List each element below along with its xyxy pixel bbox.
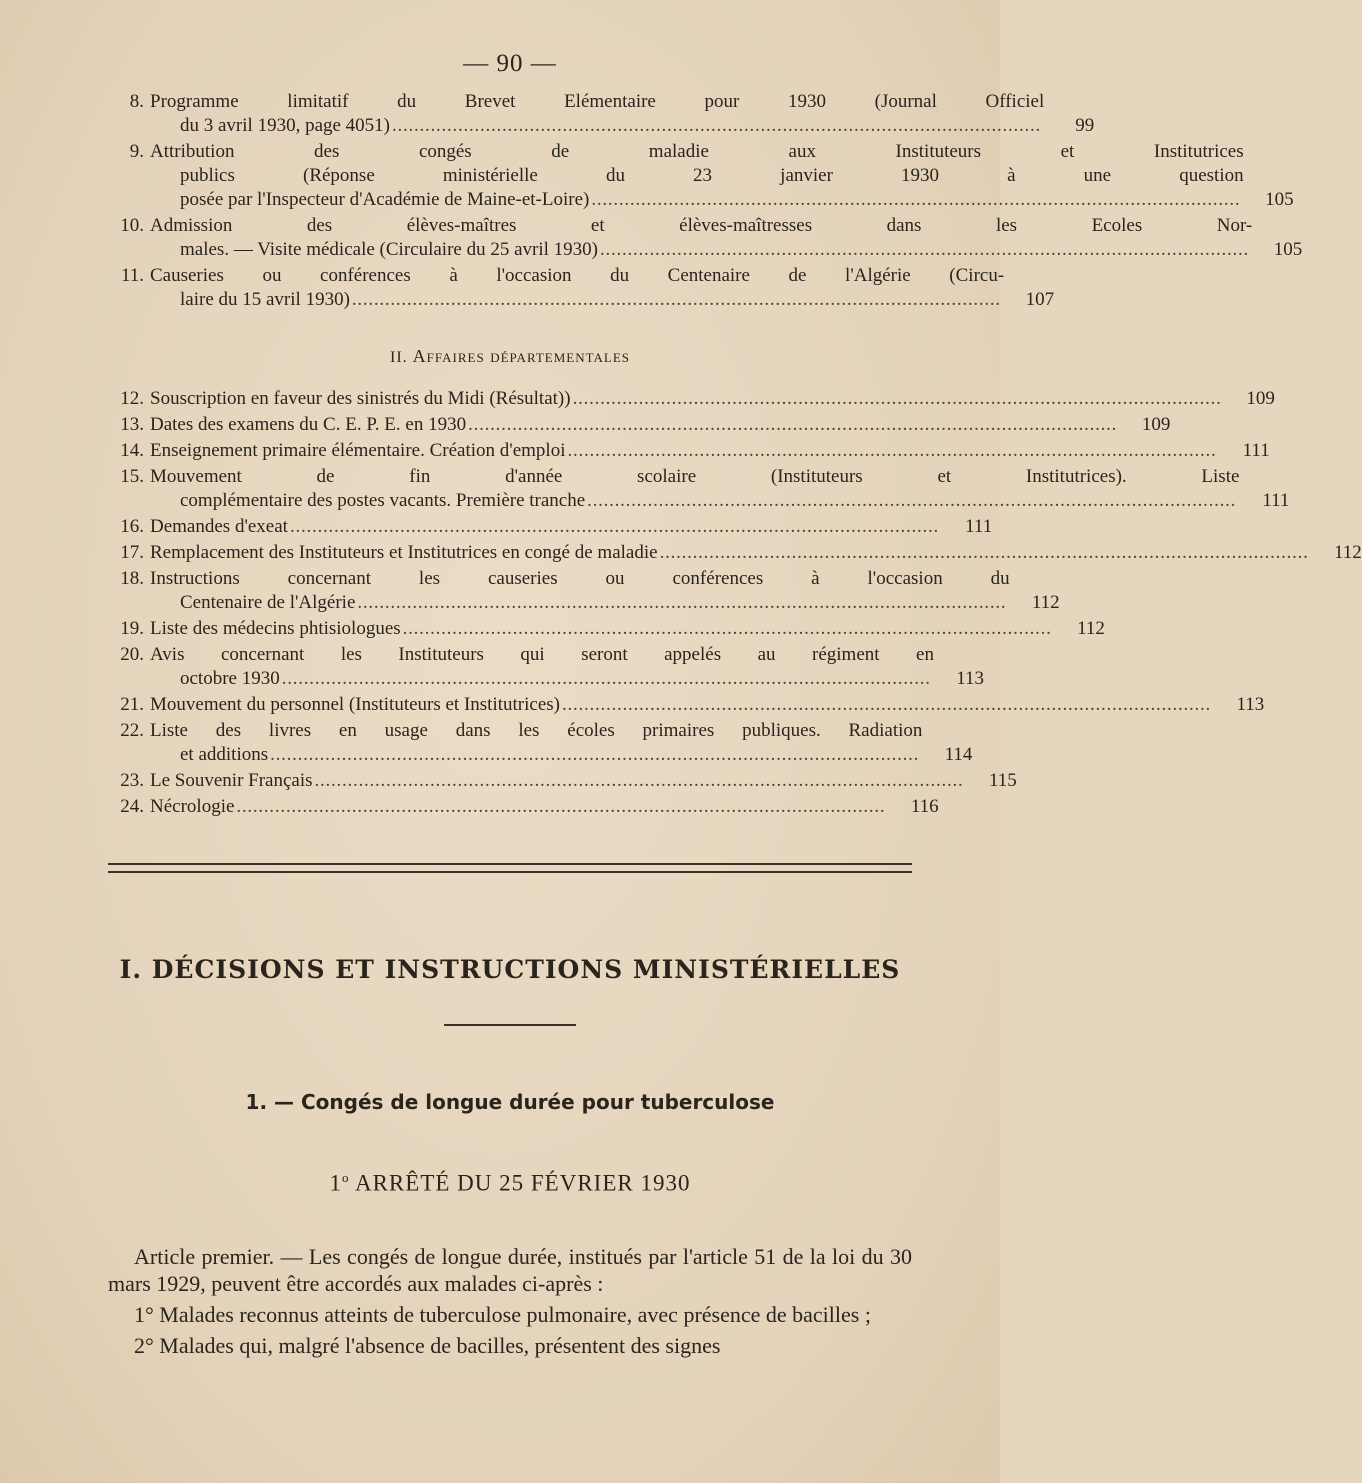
toc-entry-page: 99	[1075, 115, 1095, 136]
toc-entry-last-line	[150, 413, 1120, 437]
toc-entry-title: Nécrologie	[150, 796, 235, 817]
toc-entry-last-line	[150, 795, 889, 819]
dot-leader	[236, 795, 882, 819]
section-heading-departmental	[108, 346, 912, 367]
short-divider-rule	[444, 1024, 576, 1026]
toc-entry	[108, 643, 984, 691]
toc-entry	[108, 90, 1095, 138]
toc-entry-body	[150, 769, 967, 793]
toc-entry-body	[150, 719, 922, 767]
toc-entry	[108, 719, 973, 767]
toc-entry-title: octobre 1930	[180, 668, 280, 689]
toc-entry-line: Liste des livres en usage dans les écoles primaires publiques. Radiation	[150, 720, 923, 741]
toc-entry-page: 112	[1334, 542, 1362, 563]
toc-entry-title: complémentaire des postes vacants. Première tranche	[180, 490, 586, 511]
dot-leader	[587, 489, 1233, 513]
toc-entry-line: Admission des élèves-maîtres et élèves-maîtresses dans les Ecoles Nor-	[150, 215, 1253, 236]
toc-entry-title: laire du 15 avril 1930)	[180, 289, 350, 310]
toc-entry-body	[150, 541, 1312, 565]
toc-entry-last-line	[150, 769, 967, 793]
toc-entry-line: Programme limitatif du Brevet Elémentaire pour 1930 (Journal Officiel	[150, 91, 1045, 112]
toc-entry-body	[150, 795, 889, 819]
toc-entry-page: 116	[910, 796, 939, 817]
dot-leader	[315, 769, 961, 793]
toc-entry	[108, 387, 1275, 411]
toc-entry-body	[150, 617, 1055, 641]
toc-entry	[108, 617, 1105, 641]
toc-entry-title: du 3 avril 1930, page 4051)	[180, 115, 391, 136]
toc-entry-page: 112	[1031, 592, 1060, 613]
toc-entry	[108, 693, 1265, 717]
toc-entry-last-line	[150, 489, 1239, 513]
toc-entry	[108, 769, 1017, 793]
toc-entry-page: 111	[1262, 490, 1290, 511]
toc-entry-last-line	[150, 667, 934, 691]
main-heading: I. DÉCISIONS ET INSTRUCTIONS MINISTÉRIELLES	[119, 955, 901, 984]
toc-entry-body	[150, 140, 1244, 212]
toc-entry-number: 9.	[129, 141, 144, 162]
toc-entry-line: Instructions concernant les causeries ou conférences à l'occasion du	[150, 568, 1010, 589]
dot-leader	[600, 238, 1246, 262]
toc-entry-number: 19.	[120, 618, 144, 639]
toc-entry-title: Le Souvenir Français	[150, 770, 313, 791]
toc-entry	[108, 439, 1270, 463]
dot-leader	[392, 114, 1038, 138]
toc-entry-last-line	[150, 114, 1044, 138]
toc-entry-line: Avis concernant les Instituteurs qui seront appelés au régiment en	[150, 644, 934, 665]
dot-leader	[562, 693, 1208, 717]
toc-entry-number: 13.	[120, 414, 144, 435]
table-of-contents-part1	[108, 90, 1303, 312]
toc-entry-last-line	[150, 591, 1010, 615]
dot-leader	[660, 541, 1306, 565]
dot-leader	[591, 188, 1237, 212]
toc-entry	[108, 541, 1362, 565]
toc-entry	[108, 515, 993, 539]
toc-entry-last-line	[150, 515, 942, 539]
toc-entry-body	[150, 465, 1239, 513]
toc-entry-body	[150, 567, 1010, 615]
toc-entry-page: 111	[1242, 440, 1270, 461]
section-roman: II.	[389, 349, 408, 366]
toc-entry-page: 109	[1246, 388, 1275, 409]
toc-entry-number: 20.	[120, 644, 144, 665]
toc-entry-number: 10.	[120, 215, 144, 236]
toc-entry-body	[150, 515, 942, 539]
toc-entry	[108, 795, 939, 819]
toc-entry-body	[150, 387, 1225, 411]
toc-entry	[108, 264, 1055, 312]
toc-entry	[108, 465, 1290, 513]
dot-leader	[403, 617, 1049, 641]
toc-entry	[108, 214, 1303, 262]
toc-entry-page: 113	[1236, 694, 1265, 715]
toc-entry-number: 24.	[120, 796, 144, 817]
toc-entry-page: 107	[1025, 289, 1055, 310]
toc-entry-number: 23.	[120, 770, 144, 791]
toc-entry-line: Attribution des congés de maladie aux Instituteurs et Institutrices	[150, 141, 1244, 162]
dot-leader	[468, 413, 1114, 437]
toc-entry-last-line	[150, 541, 1312, 565]
toc-entry-page: 113	[956, 668, 984, 689]
toc-entry-number: 22.	[120, 720, 144, 741]
toc-entry-title: males. — Visite médicale (Circulaire du 25 avril 1930)	[180, 239, 598, 260]
toc-entry-title: Liste des médecins phtisiologues	[150, 618, 401, 639]
toc-entry-page: 114	[944, 744, 973, 765]
toc-entry-number: 18.	[120, 568, 144, 589]
toc-entry-number: 16.	[120, 516, 144, 537]
toc-entry-number: 8.	[129, 91, 144, 112]
toc-entry-title: et additions	[180, 744, 269, 765]
toc-entry-body	[150, 214, 1252, 262]
toc-entry-title: Enseignement primaire élémentaire. Création d'emploi	[150, 440, 566, 461]
toc-entry-number: 17.	[120, 542, 144, 563]
toc-entry-number: 12.	[120, 388, 144, 409]
table-of-contents-part2	[108, 387, 1362, 819]
toc-entry-title: Centenaire de l'Algérie	[180, 592, 356, 613]
arrete-text: ARRÊTÉ DU 25 FÉVRIER 1930	[349, 1170, 691, 1196]
dot-leader	[282, 667, 928, 691]
toc-entry-last-line	[150, 188, 1244, 212]
toc-entry-page: 109	[1141, 414, 1171, 435]
toc-entry-line: Mouvement de fin d'année scolaire (Instituteurs et Institutrices). Liste	[150, 466, 1240, 487]
toc-entry-title: Remplacement des Instituteurs et Institutrices en congé de maladie	[150, 542, 658, 563]
toc-entry-page: 105	[1273, 239, 1303, 260]
toc-entry-last-line	[150, 387, 1225, 411]
toc-entry-last-line	[150, 238, 1252, 262]
dot-leader	[567, 439, 1213, 463]
paragraph-article-premier: Article premier. — Les congés de longue durée, institués par l'article 51 de la loi du 30 mars 1929, peuvent être accordés aux malades ci-après :	[108, 1243, 912, 1296]
toc-entry-body	[150, 264, 1004, 312]
toc-entry-line: Causeries ou conférences à l'occasion du Centenaire de l'Algérie (Circu-	[150, 265, 1005, 286]
dot-leader	[290, 515, 936, 539]
dot-leader	[352, 288, 998, 312]
dot-leader	[357, 591, 1003, 615]
toc-entry-body	[150, 693, 1214, 717]
toc-entry-last-line	[150, 693, 1214, 717]
toc-entry-last-line	[150, 617, 1055, 641]
toc-entry-number: 11.	[120, 265, 144, 286]
toc-entry-last-line	[150, 743, 922, 767]
article-title: 1. — Congés de longue durée pour tuberculose	[245, 1090, 775, 1114]
arrete-title	[108, 1170, 912, 1197]
dot-leader	[270, 743, 916, 767]
arrete-number: 1	[329, 1170, 342, 1196]
toc-entry	[108, 567, 1060, 615]
toc-entry-title: Souscription en faveur des sinistrés du Midi (Résultat))	[150, 388, 571, 409]
toc-entry-number: 14.	[120, 440, 144, 461]
toc-entry-body	[150, 413, 1120, 437]
toc-entry-body	[150, 439, 1220, 463]
paragraph-item-1: 1° Malades reconnus atteints de tuberculose pulmonaire, avec présence de bacilles ;	[134, 1301, 871, 1327]
dot-leader	[573, 387, 1219, 411]
toc-entry-page: 112	[1077, 618, 1105, 639]
toc-entry-title: Dates des examens du C. E. P. E. en 1930	[150, 414, 467, 435]
toc-entry	[108, 140, 1294, 212]
toc-entry-title: Demandes d'exeat	[150, 516, 288, 537]
paragraph-item-2: 2° Malades qui, malgré l'absence de bacilles, présentent des signes	[134, 1332, 721, 1358]
toc-entry-number: 15.	[120, 466, 144, 487]
double-divider-rule	[108, 863, 912, 873]
toc-entry-page: 111	[965, 516, 993, 537]
toc-entry-last-line	[150, 288, 1004, 312]
arrete-superscript: o	[342, 1170, 350, 1185]
toc-entry-page: 115	[988, 770, 1017, 791]
toc-entry-title: posée par l'Inspecteur d'Académie de Maine-et-Loire)	[180, 189, 590, 210]
toc-entry-title: Mouvement du personnel (Instituteurs et Institutrices)	[150, 694, 560, 715]
toc-entry-last-line	[150, 439, 1220, 463]
page-number: — 90 —	[463, 50, 557, 77]
toc-entry-page: 105	[1265, 189, 1294, 210]
toc-entry-line: publics (Réponse ministérielle du 23 janvier 1930 à une question	[180, 165, 1244, 186]
section-title-text: Affaires départementales	[412, 346, 631, 366]
toc-entry-body	[150, 90, 1044, 138]
toc-entry-number: 21.	[120, 694, 144, 715]
toc-entry-body	[150, 643, 934, 691]
toc-entry	[108, 413, 1171, 437]
